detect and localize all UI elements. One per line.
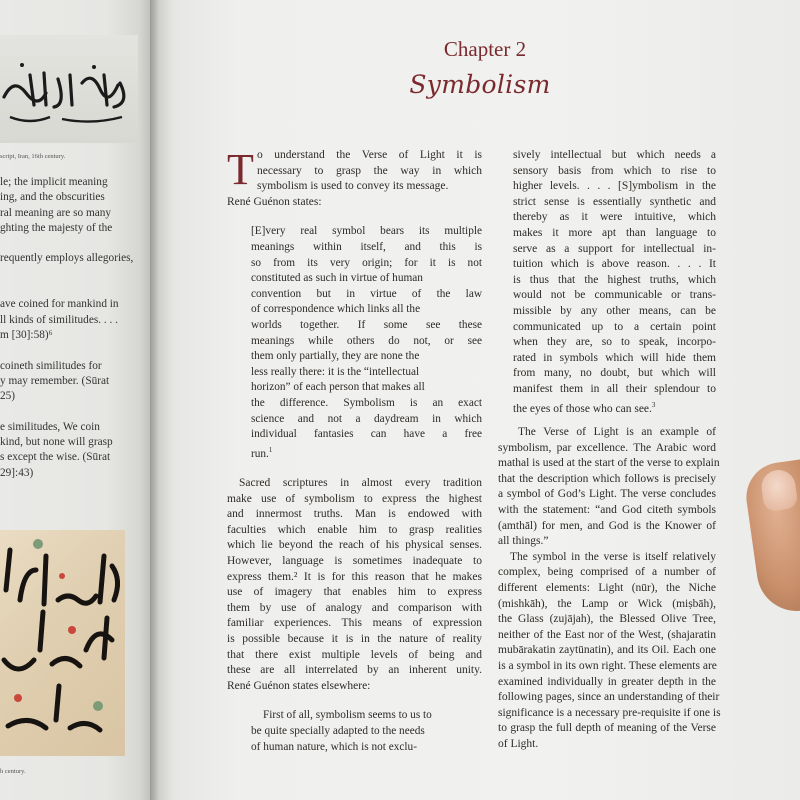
- text-line: to grasp the full depth of meaning of the Verse: [498, 722, 716, 735]
- text-line: all things.”: [498, 535, 549, 548]
- chapter-heading: Chapter 2: [443, 37, 527, 61]
- quote-line: is thus that the highest truths, which: [513, 273, 716, 286]
- quote-line: so from its very origin; for it is not: [251, 256, 482, 269]
- text-line: the Glass (zujājah), the Blessed Olive Tree,: [498, 613, 716, 626]
- quote-end: run.: [251, 447, 269, 460]
- text-line: y may remember. (Sūrat: [0, 374, 110, 387]
- text-line: o understand the Verse of Light it is: [257, 149, 482, 161]
- quote-line: of correspondence which links all the: [251, 303, 421, 316]
- quote-line: tuition which is above reason. . . . It: [513, 258, 716, 271]
- text-line: make use of symbolism to express the highest: [227, 492, 482, 505]
- quote-line: the difference. Symbolism is an exact: [251, 396, 482, 409]
- text-line: s except the wise. (Sūrat: [0, 451, 111, 464]
- quote-line: higher levels. . . . [S]ymbolism in the: [513, 180, 716, 193]
- quote-line: strict sense is essentially synthetic and: [513, 195, 716, 208]
- block-quote: [227, 708, 482, 755]
- image-caption-bottom: h century.: [0, 768, 26, 775]
- footnote-marker: 3: [651, 400, 656, 409]
- quote-line: science and not a daydream in which: [251, 412, 482, 425]
- text-line: m [30]:58)⁶: [0, 328, 53, 341]
- text-line: of Light.: [498, 737, 539, 750]
- quote-line: thereby as it were intuitive, which: [513, 211, 716, 224]
- text-line: e similitudes, We coin: [0, 420, 100, 433]
- quote-line: meanings while others do not, or see: [251, 334, 482, 347]
- quote-line: First of all, symbolism seems to us to: [263, 709, 432, 722]
- quote-line: of human nature, which is not exclu-: [251, 740, 417, 753]
- quote-line: from many, no doubt, but which will: [513, 367, 716, 380]
- text-line: [0, 282, 140, 297]
- text-line: significance is a necessary pre-requisite if one is: [498, 706, 721, 719]
- text-line: symbolism, par excellence. The Arabic word: [498, 441, 716, 454]
- text-line: ll kinds of similitudes. . . .: [0, 313, 118, 326]
- text-line: René Guénon states:: [227, 195, 322, 208]
- quote-line: sensory basis from which to rise to: [513, 164, 716, 177]
- text-line: ral meaning are so many: [0, 206, 112, 219]
- calligraphy-image-bottom: [0, 530, 125, 756]
- quote-line: horizon” of each person that makes all: [251, 381, 425, 394]
- text-line: (amthāl) for men, and God is the Knower of: [498, 519, 716, 532]
- text-line: symbolism is used to convey its message.: [257, 180, 449, 193]
- quote-line: makes it more apt than language to: [513, 226, 716, 239]
- drop-cap: T: [227, 145, 254, 194]
- text-line: following pages, since an understanding of their: [498, 691, 720, 704]
- text-column-left: [227, 145, 482, 755]
- image-caption-top: script, Iran, 16th century.: [0, 153, 66, 160]
- quote-line: manifest them in all their splendour to: [513, 382, 716, 395]
- text-line: kind, but none will grasp: [0, 436, 113, 449]
- text-line: mathal is used at the start of the verse to explain: [498, 457, 720, 470]
- quote-line: less really there: it is the “intellectual: [251, 365, 420, 378]
- quote-end: the eyes of those who can see.: [513, 402, 652, 415]
- quote-line: missible by any other means, can be: [513, 304, 716, 317]
- text-line: neither of the East nor of the West, (shajaratin: [498, 628, 716, 641]
- text-line: The Verse of Light is an example of: [518, 426, 716, 438]
- text-line: [0, 404, 140, 419]
- text-line: Sacred scriptures in almost every tradition: [239, 477, 482, 490]
- text-line: 29]:43): [0, 466, 34, 479]
- text-line: requently employs allegories,: [0, 252, 134, 265]
- quote-line: [251, 443, 482, 462]
- quote-line: them only partially, they are none the: [251, 350, 420, 363]
- text-line: with the statement: “and God citeth symbols: [498, 503, 716, 516]
- text-line: complex, being comprised of a number of: [498, 566, 716, 579]
- text-line: these are all interrelated by an inherent unity.: [227, 664, 482, 677]
- text-line: faculties which enable him to grasp realities: [227, 523, 482, 536]
- text-line: use of imagery that enables him to express: [227, 586, 482, 599]
- quote-line: when they are, so to speak, incorpo-: [513, 336, 716, 349]
- left-page-text: [0, 175, 140, 481]
- quote-line: serve as a support for intellectual in-: [513, 242, 716, 255]
- text-line: [0, 267, 140, 282]
- text-line: which lie beyond the reach of his physical senses.: [227, 539, 482, 552]
- text-line: (mishkāh), the Lamp or Wick (miṣbāh),: [498, 597, 716, 610]
- text-line: necessary to grasp the way in which: [257, 164, 482, 177]
- quote-line: sively intellectual but which needs a: [513, 149, 716, 161]
- text-line: ave coined for mankind in: [0, 298, 119, 311]
- quote-line: be quite specially adapted to the needs: [251, 724, 425, 737]
- text-line: 25): [0, 390, 16, 403]
- quote-line: rated in symbols which will hide them: [513, 351, 716, 364]
- text-line: different elements: Light (nūr), the Niche: [498, 581, 716, 594]
- text-line: mubārakatin zaytūnatin), and its Oil. Each one: [498, 644, 716, 657]
- quote-line: convention but in virtue of the law: [251, 287, 482, 300]
- chapter-title: Symbolism: [409, 70, 551, 99]
- footnote-marker: 1: [268, 445, 273, 454]
- text-line: familiar experiences. This means of expression: [227, 617, 482, 630]
- text-line: them by use of analogy and comparison with: [227, 601, 482, 614]
- quote-line: constituted as such in virtue of human: [251, 272, 423, 285]
- quote-line: [513, 398, 716, 417]
- text-line: express them.² It is for this reason that he makes: [227, 570, 482, 583]
- text-line: a symbol of God’s Light. The verse concludes: [498, 488, 716, 501]
- quote-line: [E]very real symbol bears its multiple: [251, 225, 482, 238]
- text-line: that the description which follows is precisely: [498, 472, 716, 485]
- text-line: is a symbol in its own right. These elements are: [498, 659, 717, 672]
- text-column-right: [513, 148, 716, 417]
- text-line: that there exist multiple levels of being and: [227, 648, 482, 661]
- text-line: [0, 343, 140, 358]
- left-page: [0, 0, 152, 800]
- text-line: is possible because it is in the nature of reality: [227, 632, 482, 645]
- text-column-right-lower: [498, 425, 721, 752]
- text-line: coineth similitudes for: [0, 359, 102, 372]
- quote-line: would not be communicable or trans-: [513, 289, 716, 302]
- text-line: examined individually in greater depth in the: [498, 675, 716, 688]
- quote-line: communicated up to a certain point: [513, 320, 716, 333]
- quote-line: meanings within itself, and this is: [251, 240, 482, 253]
- block-quote: [227, 224, 482, 462]
- text-line: le; the implicit meaning: [0, 176, 108, 188]
- text-line: [0, 236, 140, 251]
- quote-line: individual fantasies can have a free: [251, 428, 482, 441]
- text-line: ing, and the obscurities: [0, 191, 105, 204]
- calligraphy-image-top: [0, 35, 138, 143]
- text-line: ghting the majesty of the: [0, 221, 113, 234]
- text-line: The symbol in the verse is itself relatively: [510, 550, 716, 563]
- quote-line: worlds together. If some see these: [251, 318, 482, 331]
- text-line: However, language is sometimes inadequate to: [227, 555, 482, 568]
- text-line: René Guénon states elsewhere:: [227, 679, 371, 692]
- text-line: and innermost truths. Man is endowed with: [227, 508, 482, 521]
